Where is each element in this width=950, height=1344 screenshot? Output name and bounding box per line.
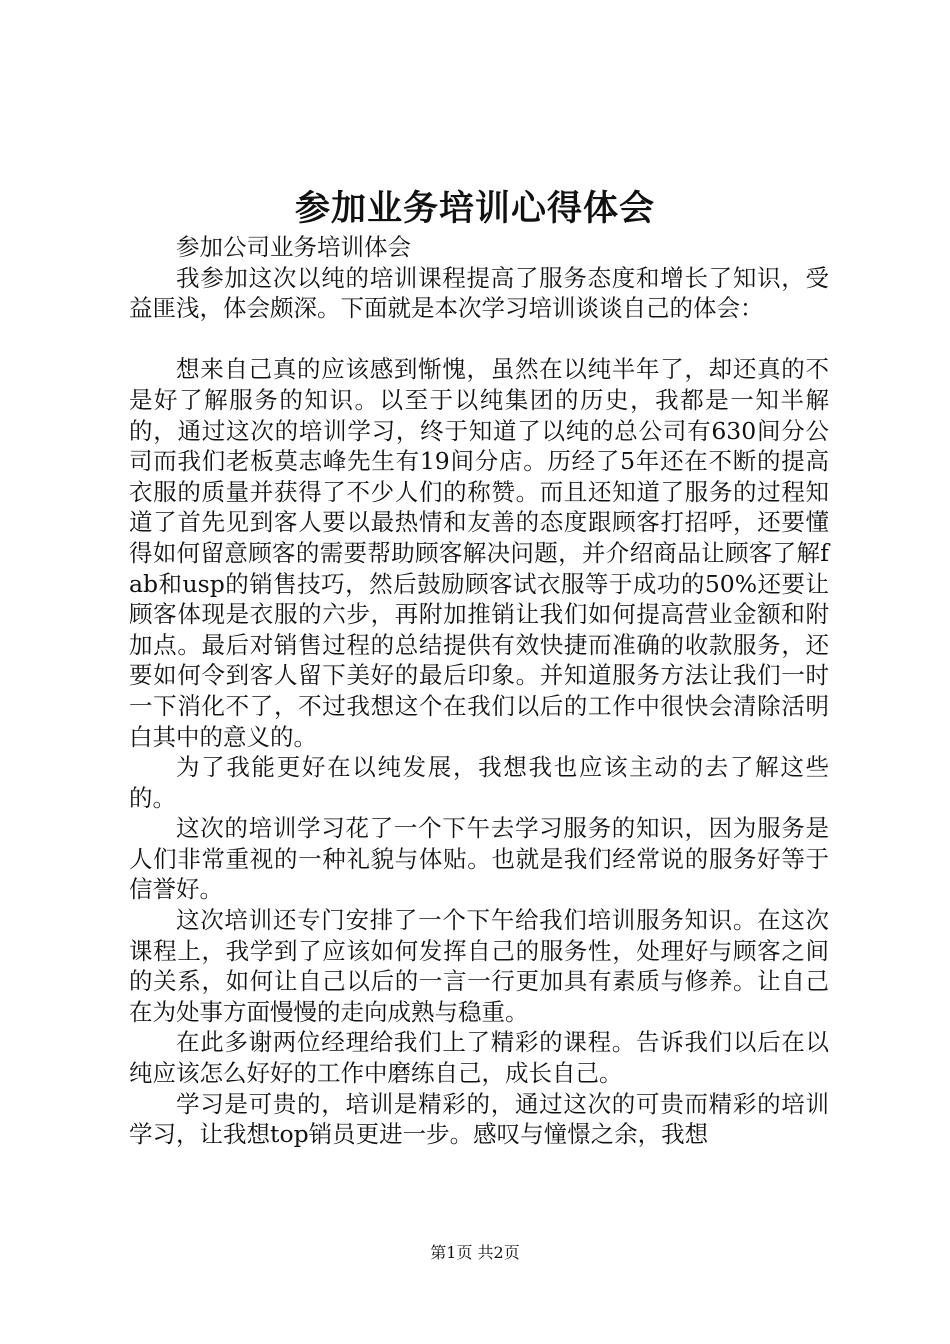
paragraph-subtitle: 参加公司业务培训体会 [176,233,411,261]
paragraph-thanks: 在此多谢两位经理给我们上了精彩的课程。告诉我们以后在以纯应该怎么好好的工作中磨练自己，成长自己。 [129,1028,829,1088]
paragraph-reflection: 想来自己真的应该感到惭愧，虽然在以纯半年了，却还真的不是好了解服务的知识。以至于以纯集团的历史，我都是一知半解的，通过这次的培训学习，终于知道了以纯的总公司有630间分公司而我们老板莫志峰先生有19间分店。历经了5年还在不断的提高衣服的质量并获得了不少人们的称赞。而且还知道了服务的过程知道了首先见到客人要以最热情和友善的态度跟顾客打招呼，还要懂得如何留意顾客的需要帮助顾客解决问题，并介绍商品让顾客了解fab和usp的销售技巧，然后鼓励顾客试衣服等于成功的50%还要让顾客体现是衣服的六步，再附加推销让我们如何提高营业金额和附加点。最后对销售过程的总结提供有效快捷而准确的收款服务，还要如何令到客人留下美好的最后印象。并知道服务方法让我们一时一下消化不了，不过我想这个在我们以后的工作中很快会清除活明白其中的意义的。 [129,355,829,751]
paragraph-development: 为了我能更好在以纯发展，我想我也应该主动的去了解这些的。 [129,753,829,812]
paragraph-service-training: 这次培训还专门安排了一个下午给我们培训服务知识。在这次课程上，我学到了应该如何发挥自己的服务性，处理好与顾客之间的关系，如何让自己以后的一言一行更加具有素质与修养。让自己在为处事方面慢慢的走向成熟与稳重。 [129,906,829,1026]
paragraph-conclusion: 学习是可贵的，培训是精彩的，通过这次的可贵而精彩的培训学习，让我想top销员更进一步。感叹与憧憬之余，我想 [129,1089,829,1149]
paragraph-intro: 我参加这次以纯的培训课程提高了服务态度和增长了知识，受益匪浅，体会颇深。下面就是本次学习培训谈谈自己的体会： [129,263,829,323]
paragraph-service-study: 这次的培训学习花了一个下午去学习服务的知识，因为服务是人们非常重视的一种礼貌与体贴。也就是我们经常说的服务好等于信誉好。 [129,814,829,904]
page-number-footer: 第1页 共2页 [430,1243,520,1262]
document-body [129,232,829,1150]
document-title: 参加业务培训心得体会 [294,188,655,229]
